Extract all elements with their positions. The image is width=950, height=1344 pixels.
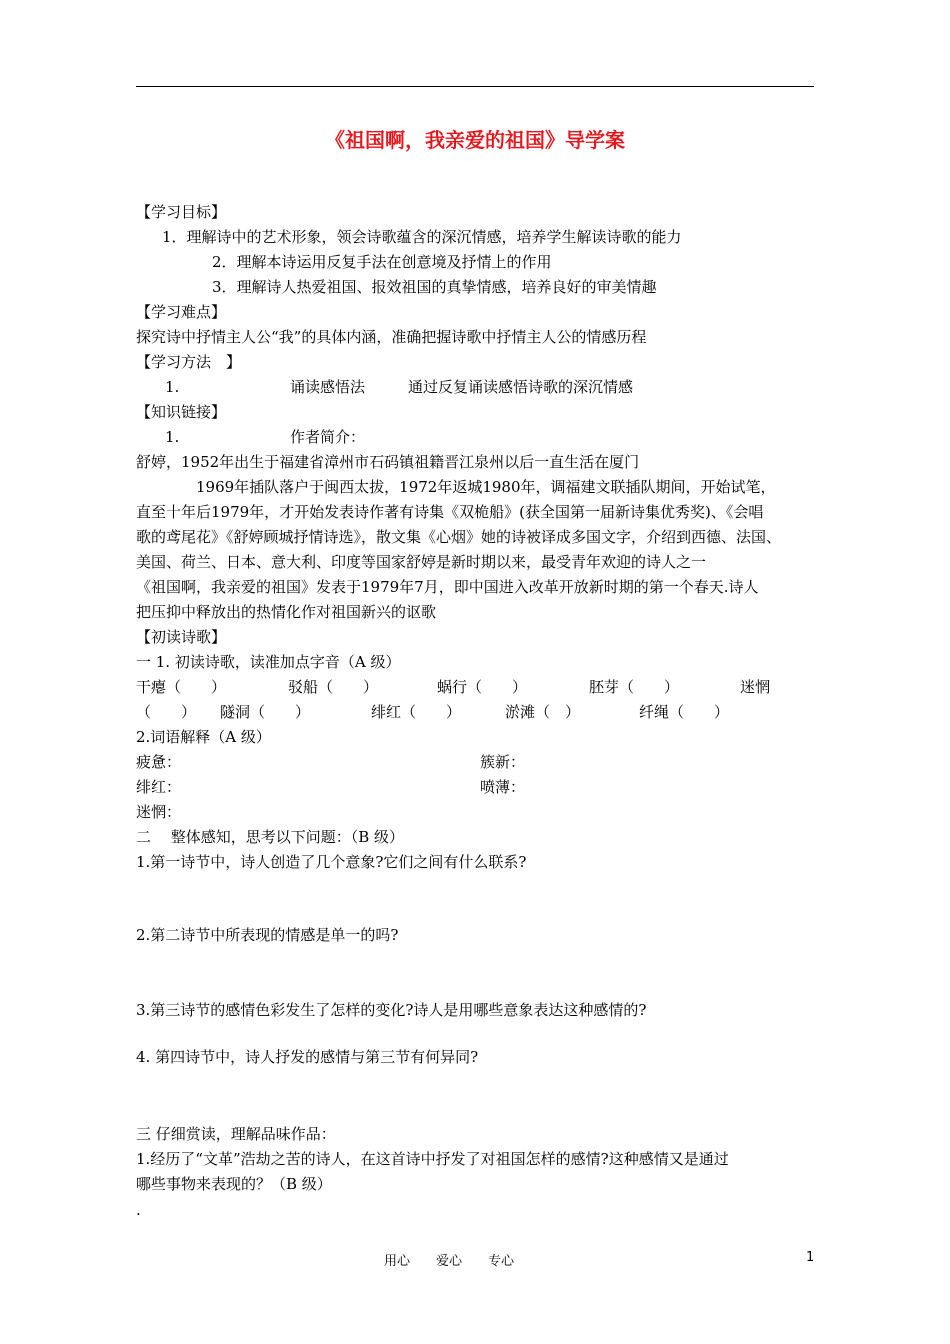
author-line-5: 美国、荷兰、日本、意大利、印度等国家舒婷是新时期以来，最受青年欢迎的诗人之一: [136, 553, 707, 571]
pronunciation-item: 绯红（ ）: [371, 703, 462, 721]
goal-item-1: 1．理解诗中的艺术形象，领会诗歌蕴含的深沉情感，培养学生解读诗歌的能力: [162, 228, 682, 246]
header-rule: [136, 86, 814, 87]
question-1: 1.第一诗节中，诗人创造了几个意象?它们之间有什么联系?: [136, 853, 527, 871]
footer-motto: 用心 爱心 专心: [384, 1254, 515, 1269]
author-label: 作者简介：: [290, 428, 366, 446]
vocab-item: 喷薄：: [480, 778, 526, 796]
section-knowledge-heading: 【知识链接】: [136, 403, 227, 421]
goal-item-3: 3．理解诗人热爱祖国、报效祖国的真挚情感，培养良好的审美情趣: [212, 278, 657, 296]
author-line-7: 把压抑中释放出的热情化作对祖国新兴的讴歌: [136, 603, 437, 621]
vocab-heading: 2.词语解释（A 级）: [136, 728, 271, 746]
pronunciation-item: 驳船（ ）: [288, 678, 379, 696]
page-number: 1: [806, 1250, 815, 1265]
pronunciation-item: （ ）: [136, 703, 197, 721]
method-description: 通过反复诵读感悟诗歌的深沉情感: [408, 378, 634, 396]
vocab-item: 迷惘：: [136, 803, 182, 821]
section-goals-heading: 【学习目标】: [136, 203, 227, 221]
pronunciation-item: 干瘪（ ）: [136, 678, 227, 696]
pronunciation-item: 蜗行（ ）: [437, 678, 528, 696]
author-number: 1.: [165, 428, 180, 446]
vocab-item: 绯红：: [136, 778, 182, 796]
part3-heading: 三 仔细赏读，理解品味作品：: [136, 1125, 336, 1143]
question-3: 3.第三诗节的感情色彩发生了怎样的变化?诗人是用哪些意象表达这种感情的?: [136, 1001, 647, 1019]
vocab-item: 簇新：: [480, 753, 526, 771]
part3-question-line-1: 1.经历了“文革”浩劫之苦的诗人，在这首诗中抒发了对祖国怎样的感情?这种感情又是通过: [136, 1150, 729, 1168]
pronunciation-item: 纤绳（ ）: [639, 703, 730, 721]
pronunciation-item: 淤滩（ ）: [505, 703, 581, 721]
section-method-heading: 【学习方法 】: [136, 353, 242, 371]
author-line-4: 歌的鸢尾花》《舒婷顾城抒情诗选》，散文集《心烟》她的诗被译成多国文字，介绍到西德、法国、: [136, 528, 782, 546]
author-line-6: 《祖国啊，我亲爱的祖国》发表于1979年7月，即中国进入改革开放新时期的第一个春天.诗人: [136, 578, 759, 596]
author-line-1: 舒婷，1952年出生于福建省漳州市石码镇祖籍晋江泉州以后一直生活在厦门: [136, 453, 640, 471]
part3-question-line-2: 哪些事物来表现的？（B 级）: [136, 1175, 332, 1193]
question-4: 4. 第四诗节中，诗人抒发的感情与第三节有何异同?: [136, 1048, 479, 1066]
method-name: 诵读感悟法: [290, 378, 366, 396]
goal-item-2: 2．理解本诗运用反复手法在创意境及抒情上的作用: [212, 253, 552, 271]
part1-heading: 一 1. 初读诗歌，读准加点字音（A 级）: [136, 653, 401, 671]
vocab-item: 疲惫：: [136, 753, 182, 771]
trailing-dot: .: [136, 1201, 141, 1219]
author-line-3: 直至十年后1979年，才开始发表诗作著有诗集《双桅船》(获全国第一届新诗集优秀奖)、《会唱: [136, 503, 764, 521]
pronunciation-item: 胚芽（ ）: [589, 678, 680, 696]
pronunciation-item: 隧洞（ ）: [220, 703, 311, 721]
part2-heading: 二 整体感知，思考以下问题：（B 级）: [136, 828, 405, 846]
pronunciation-item: 迷惘: [740, 678, 771, 696]
method-number: 1.: [165, 378, 180, 396]
document-title: 《祖国啊，我亲爱的祖国》导学案: [325, 128, 625, 152]
author-line-2: 1969年插队落户于闽西太拔，1972年返城1980年，调福建文联插队期间，开始试笔，: [196, 478, 776, 496]
section-first-read-heading: 【初读诗歌】: [136, 628, 227, 646]
question-2: 2.第二诗节中所表现的情感是单一的吗?: [136, 926, 399, 944]
section-difficulty-heading: 【学习难点】: [136, 303, 227, 321]
difficulty-text: 探究诗中抒情主人公“我”的具体内涵，准确把握诗歌中抒情主人公的情感历程: [136, 328, 647, 346]
